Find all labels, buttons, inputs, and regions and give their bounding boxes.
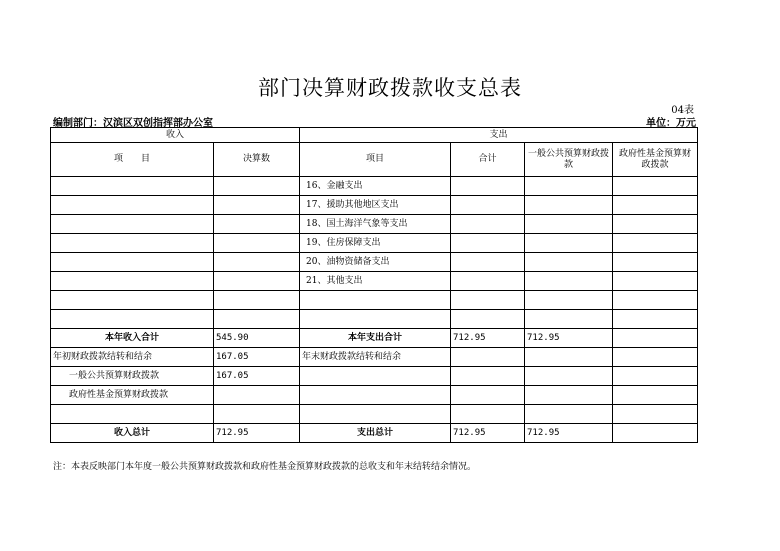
expense-item: 21、其他支出 (300, 272, 451, 291)
general-budget-carryover-label: 一般公共预算财政拨款 (51, 367, 214, 386)
item-header-left: 项 目 (51, 143, 214, 177)
begin-carryover-label: 年初财政拨款结转和结余 (51, 348, 214, 367)
expense-header: 支出 (300, 128, 698, 143)
general-budget-header: 一般公共预算财政拨款 (525, 143, 613, 177)
current-income-value: 545.90 (214, 329, 300, 348)
final-amount-header: 决算数 (214, 143, 300, 177)
table-row (51, 291, 698, 310)
total-expense-general: 712.95 (525, 424, 613, 443)
table-row (51, 253, 698, 272)
organization-label: 编制部门：汉滨区双创指挥部办公室 (53, 118, 213, 129)
footnote: 注：本表反映部门本年度一般公共预算财政拨款和政府性基金预算财政拨款的总收支和年末结转结余情况。 (53, 462, 477, 472)
table-row (51, 348, 698, 367)
item-header-right: 项目 (300, 143, 451, 177)
table-row (51, 143, 698, 177)
table-row (51, 128, 698, 143)
total-expense-total: 712.95 (451, 424, 525, 443)
table-row (51, 367, 698, 386)
expense-item: 16、金融支出 (300, 177, 451, 196)
page-title: 部门决算财政拨款收支总表 (258, 76, 522, 100)
table-row (51, 177, 698, 196)
expense-item: 19、住房保障支出 (300, 234, 451, 253)
expense-item: 17、援助其他地区支出 (300, 196, 451, 215)
total-income-value: 712.95 (214, 424, 300, 443)
table-row (51, 215, 698, 234)
total-expense-label: 支出总计 (300, 424, 451, 443)
table-number: 04表 (671, 105, 694, 116)
current-expense-total: 712.95 (451, 329, 525, 348)
current-expense-general: 712.95 (525, 329, 613, 348)
current-income-label: 本年收入合计 (51, 329, 214, 348)
gov-fund-header: 政府性基金预算财政拨款 (613, 143, 698, 177)
end-carryover-label: 年末财政拨款结转和结余 (300, 348, 451, 367)
total-income-label: 收入总计 (51, 424, 214, 443)
general-budget-carryover-value: 167.05 (214, 367, 300, 386)
total-header: 合计 (451, 143, 525, 177)
table-row (51, 405, 698, 424)
table-row (51, 386, 698, 405)
gov-fund-carryover-label: 政府性基金预算财政拨款 (51, 386, 214, 405)
income-header: 收入 (51, 128, 300, 143)
unit-label: 单位：万元 (646, 118, 696, 129)
table-row (51, 310, 698, 329)
table-row (51, 234, 698, 253)
begin-carryover-value: 167.05 (214, 348, 300, 367)
table-row (51, 329, 698, 348)
budget-table (50, 127, 698, 443)
expense-item: 20、油物资储备支出 (300, 253, 451, 272)
table-row (51, 196, 698, 215)
table-row (51, 272, 698, 291)
table-row (51, 424, 698, 443)
current-expense-label: 本年支出合计 (300, 329, 451, 348)
expense-item: 18、国土海洋气象等支出 (300, 215, 451, 234)
